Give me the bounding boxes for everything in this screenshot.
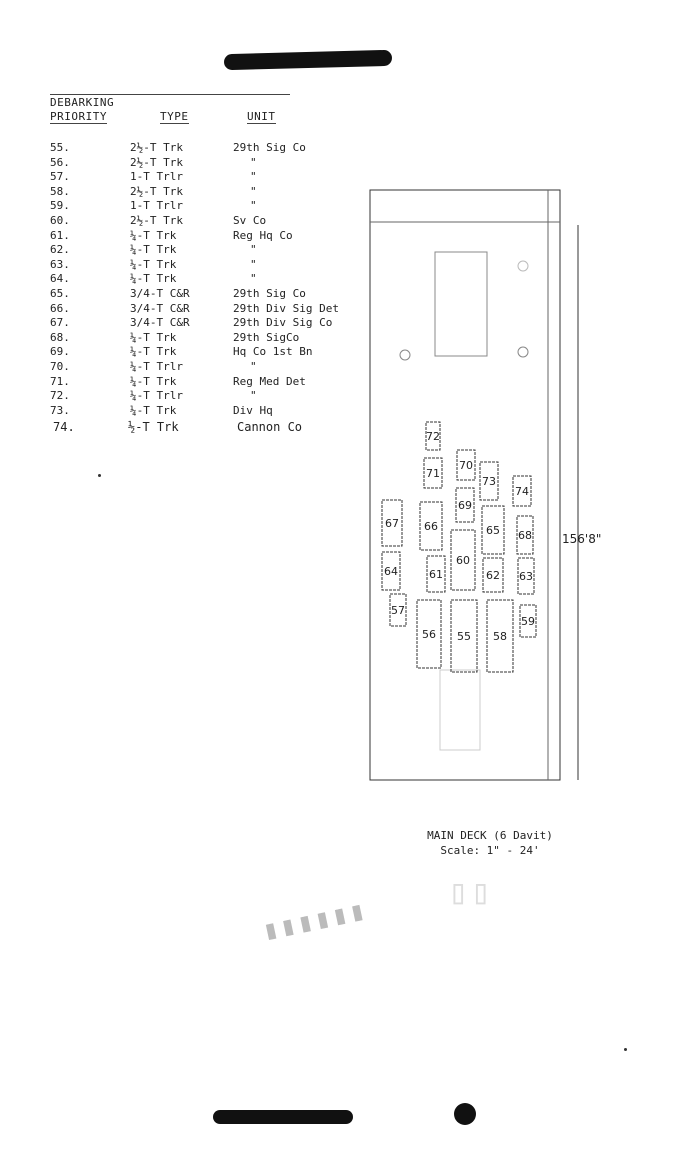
type-cell: ½-T Trk	[128, 420, 179, 435]
priority-cell: 70.	[50, 359, 70, 373]
type-cell: 3/4-T C&R	[130, 286, 190, 300]
speck	[98, 474, 101, 477]
header-priority: PRIORITY	[50, 110, 107, 123]
faint-stamp-right: ▯▯	[448, 872, 493, 912]
table-row	[50, 170, 370, 185]
unit-cell: "	[250, 155, 257, 169]
priority-cell: 58.	[50, 184, 70, 198]
vehicle-label: 73	[482, 475, 496, 488]
ink-blot	[454, 1103, 476, 1125]
header-debarking: DEBARKING	[50, 96, 115, 109]
unit-cell: 29th Div Sig Co	[233, 316, 333, 330]
dimension-label: 156'8"	[562, 532, 602, 546]
type-cell: 2½-T Trk	[130, 184, 183, 198]
vehicle-label: 72	[426, 430, 440, 443]
table-row	[50, 214, 370, 229]
redaction-mark-bottom	[213, 1110, 353, 1124]
priority-cell: 59.	[50, 199, 70, 213]
priority-cell: 73.	[50, 403, 70, 417]
unit-cell: Cannon Co	[237, 420, 303, 435]
vehicle-label: 61	[429, 568, 443, 581]
priority-cell: 66.	[50, 301, 70, 315]
diagram-caption	[410, 828, 570, 858]
unit-cell: Reg Hq Co	[233, 228, 293, 242]
type-cell: 3/4-T C&R	[130, 316, 190, 330]
vehicle-label: 74	[515, 485, 529, 498]
unit-cell: Div Hq	[233, 403, 273, 417]
header-unit: UNIT	[247, 110, 276, 123]
vehicle-label: 71	[426, 467, 440, 480]
unit-cell: "	[250, 272, 257, 286]
unit-cell: "	[250, 359, 257, 373]
table-row	[50, 141, 370, 156]
caption-title: MAIN DECK (6 Davit)	[427, 829, 553, 842]
table-row	[50, 287, 370, 302]
table-row	[50, 360, 370, 375]
type-cell: ¼-T Trk	[130, 228, 177, 242]
vehicle-label: 65	[486, 524, 500, 537]
type-cell: ¼-T Trk	[130, 403, 177, 417]
priority-cell: 71.	[50, 374, 70, 388]
vehicle-label: 58	[493, 630, 507, 643]
table-row	[50, 229, 370, 244]
caption-scale: Scale: 1" - 24'	[440, 844, 540, 857]
table-row	[50, 345, 370, 360]
table-row	[50, 389, 370, 404]
priority-cell: 74.	[53, 420, 75, 435]
type-cell: ¼-T Trk	[130, 243, 177, 257]
speck	[624, 1048, 627, 1051]
unit-cell: "	[250, 243, 257, 257]
vehicle-label: 60	[456, 554, 470, 567]
priority-cell: 68.	[50, 330, 70, 344]
type-cell: 3/4-T C&R	[130, 301, 190, 315]
priority-cell: 72.	[50, 389, 70, 403]
table-row	[50, 375, 370, 390]
faint-stamp: ▮▮▮▮▮▮	[260, 895, 370, 947]
priority-cell: 57.	[50, 170, 70, 184]
unit-cell: "	[250, 257, 257, 271]
vehicle-label: 56	[422, 628, 436, 641]
type-cell: ¼-T Trk	[130, 272, 177, 286]
type-cell: 2½-T Trk	[130, 141, 183, 154]
table-row	[50, 420, 370, 435]
redaction-mark-top	[224, 50, 392, 70]
priority-cell: 56.	[50, 155, 70, 169]
table-row	[50, 185, 370, 200]
vehicle-label: 70	[459, 459, 473, 472]
type-cell: 2½-T Trk	[130, 213, 183, 227]
type-cell: 1-T Trlr	[130, 199, 183, 213]
vehicle-label: 63	[519, 570, 533, 583]
type-cell: ¼-T Trk	[130, 374, 177, 388]
priority-cell: 67.	[50, 316, 70, 330]
vehicle-label: 57	[391, 604, 405, 617]
vehicle-label: 64	[384, 565, 398, 578]
table-row	[50, 404, 370, 419]
hatch	[435, 252, 487, 356]
type-cell: ¼-T Trk	[130, 345, 177, 359]
priority-cell: 61.	[50, 228, 70, 242]
priority-cell: 63.	[50, 257, 70, 271]
type-cell: 1-T Trlr	[130, 170, 183, 184]
vehicle-label: 69	[458, 499, 472, 512]
priority-cell: 62.	[50, 243, 70, 257]
type-cell: 2½-T Trk	[130, 155, 183, 169]
main-deck-diagram	[360, 180, 590, 790]
table-row	[50, 272, 370, 287]
priority-cell: 65.	[50, 286, 70, 300]
unit-cell: 29th Div Sig Det	[233, 301, 339, 315]
vehicle-list	[50, 141, 370, 435]
priority-cell: 69.	[50, 345, 70, 359]
vehicle-label: 55	[457, 630, 471, 643]
unit-cell: 29th Sig Co	[233, 141, 306, 154]
table-row	[50, 199, 370, 214]
vehicle-label: 66	[424, 520, 438, 533]
vehicle-label: 62	[486, 569, 500, 582]
type-cell: ¼-T Trlr	[130, 389, 183, 403]
vehicle-label: 59	[521, 615, 535, 628]
unit-cell: 29th Sig Co	[233, 286, 306, 300]
unit-cell: "	[250, 170, 257, 184]
unit-cell: Sv Co	[233, 213, 267, 227]
type-cell: ¼-T Trlr	[130, 359, 183, 373]
unit-cell: "	[250, 389, 257, 403]
header-type: TYPE	[160, 110, 189, 123]
unit-cell: Hq Co 1st Bn	[233, 345, 313, 359]
priority-cell: 55.	[50, 141, 70, 154]
table-row	[50, 258, 370, 273]
priority-cell: 64.	[50, 272, 70, 286]
vehicle-label: 67	[385, 517, 399, 530]
vehicle-label: 68	[518, 529, 532, 542]
type-cell: ¼-T Trk	[130, 257, 177, 271]
table-row	[50, 302, 370, 317]
unit-cell: Reg Med Det	[233, 374, 306, 388]
unit-cell: "	[250, 199, 257, 213]
unit-cell: 29th SigCo	[233, 330, 300, 344]
unit-cell: "	[250, 184, 257, 198]
table-row	[50, 243, 370, 258]
type-cell: ¼-T Trk	[130, 330, 177, 344]
table-row	[50, 156, 370, 171]
priority-cell: 60.	[50, 213, 70, 227]
table-row	[50, 331, 370, 346]
table-row	[50, 316, 370, 331]
